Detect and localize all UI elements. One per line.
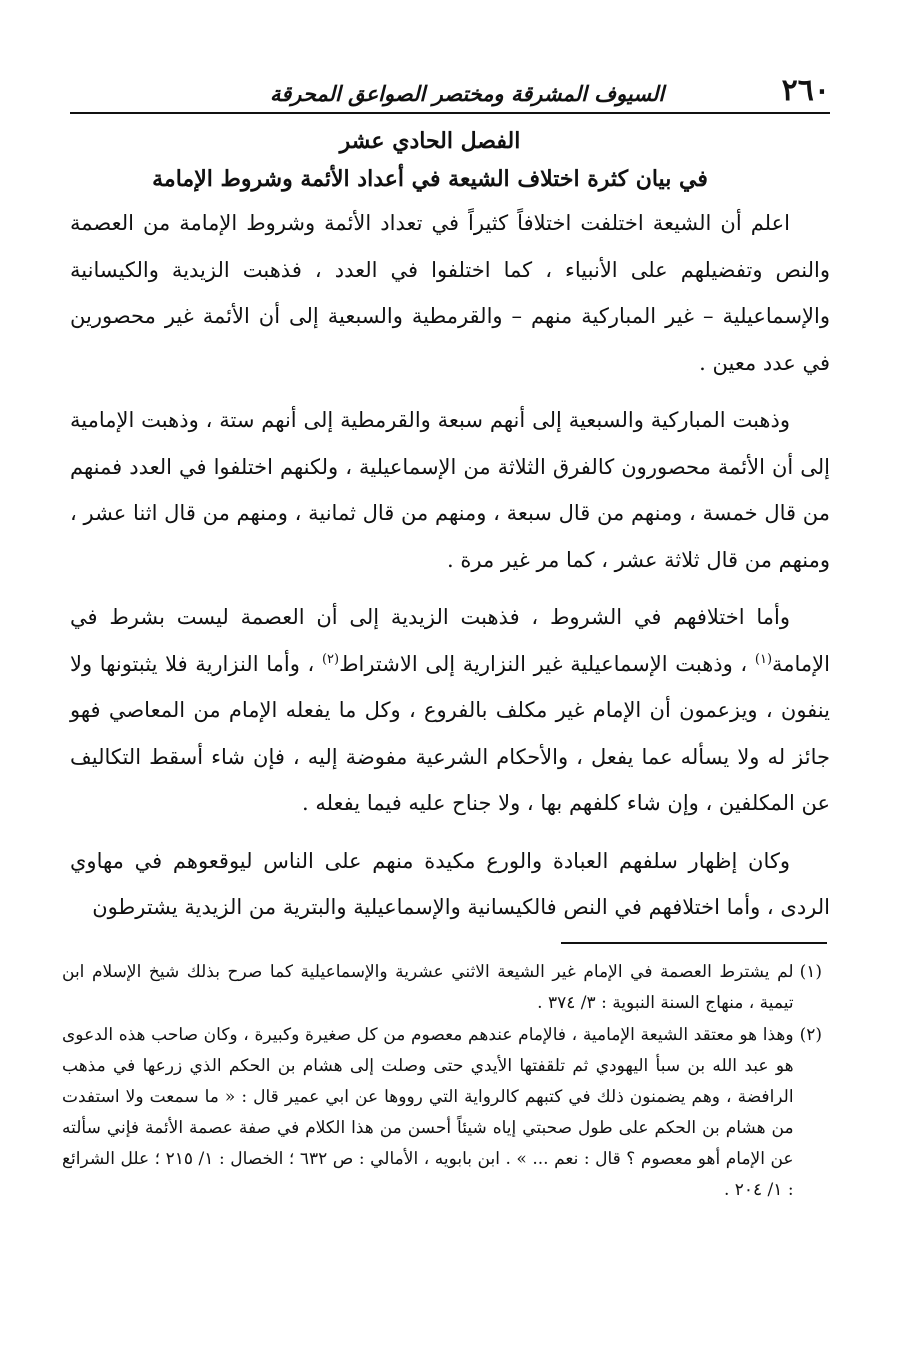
footnote-ref-2[interactable]: (٢) [321,651,340,667]
paragraph-4: وكان إظهار سلفهم العبادة والورع مكيدة منهم على الناس ليوقعوهم في مهاوي الردى ، وأما اختلافهم في النص فالكيسانية والإسماعيلية والبترية من الزيدية يشترطون [70,848,830,919]
paragraph-3-part-a: وأما اختلافهم في الشروط ، فذهبت الزيدية إلى أن العصمة ليست بشرط في الإمامة [70,605,830,676]
body-text [70,200,830,931]
footnote-ref-1[interactable]: (١) [754,651,773,667]
page [70,62,830,942]
footnote-2 [62,1020,822,1206]
chapter-title: الفصل الحادي عشر [339,128,521,154]
paragraph-1: اعلم أن الشيعة اختلفت اختلافاً كثيراً في تعداد الأئمة وشروط الإمامة من العصمة والنص وتفضيلهم على الأنبياء ، كما اختلفوا في العدد ، فذهبت الزيدية والكيسانية والإسماعيلية – غير المباركية منهم – والقرمطية والسبعية إلى أن الأئمة غير محصورين في عدد معين . [70,211,830,375]
running-head [70,62,830,114]
page-number: ٢٦٠ [781,73,830,108]
footnote-divider [561,942,827,944]
footnote-number: (٢) [799,1025,822,1045]
footnote-text: لم يشترط العصمة في الإمام غير الشيعة الاثني عشرية والإسماعيلية كما صرح بذلك شيخ الإسلام ابن تيمية ، منهاج السنة النبوية : ٣/ ٣٧٤ . [62,962,794,1013]
footnotes [62,957,822,1207]
paragraph-3 [70,594,830,827]
paragraph-3-part-b: ، وذهبت الإسماعيلية غير النزارية إلى الاشتراط [339,651,748,676]
footnote-1 [62,957,822,1019]
footnote-text: وهذا هو معتقد الشيعة الإمامية ، فالإمام عندهم معصوم من كل صغيرة وكبيرة ، وكان صاحب هذه الدعوى هو عبد الله بن سبأ اليهودي ثم تلقفتها الأيدي حتى وصلت إلى هشام بن الحكم الذي زرعها في مذهب الرافضة ، وهم يضمنون ذلك في كتبهم كالرواية التي رووها عن ابي عمير قال : « ما سمعت ولا استفدت من هشام بن الحكم على طول صحبتي إياه شيئاً أحسن من هذا الكلام في صفة عصمة الأئمة فإني سألته عن الإمام أهو معصوم ؟ قال : نعم ... » . ابن بابويه ، الأمالي : ص ٦٣٢ ؛ الخصال : ١/ ٢١٥ ؛ علل الشرائع : ١/ ٢٠٤ . [62,1025,794,1200]
footnote-number: (١) [799,962,822,982]
section-title: في بيان كثرة اختلاف الشيعة في أعداد الأئمة وشروط الإمامة [152,166,708,192]
paragraph-2: وذهبت المباركية والسبعية إلى أنهم سبعة والقرمطية إلى أنهم ستة ، وذهبت الإمامية إلى أن الأئمة محصورون كالفرق الثلاثة من الإسماعيلية ، ولكنهم اختلفوا في العدد فمنهم من قال خمسة ، ومنهم من قال سبعة ، ومنهم من قال ثمانية ، ومنهم من قال اثنا عشر ، ومنهم من قال ثلاثة عشر ، كما مر غير مرة . [70,408,830,572]
book-title: السيوف المشرقة ومختصر الصواعق المحرقة [270,81,665,106]
paragraph-3-part-c: ، وأما النزارية فلا يثبتونها ولا ينفون ، ويزعمون أن الإمام غير مكلف بالفروع ، وكل ما يفعله الإمام من المعاصي فهو جائز له ولا يسأله عما يفعل ، والأحكام الشرعية مفوضة إليه ، فإن شاء أسقط التكاليف عن المكلفين ، وإن شاء كلفهم بها ، ولا جناح عليه فيما يفعله . [70,651,830,815]
